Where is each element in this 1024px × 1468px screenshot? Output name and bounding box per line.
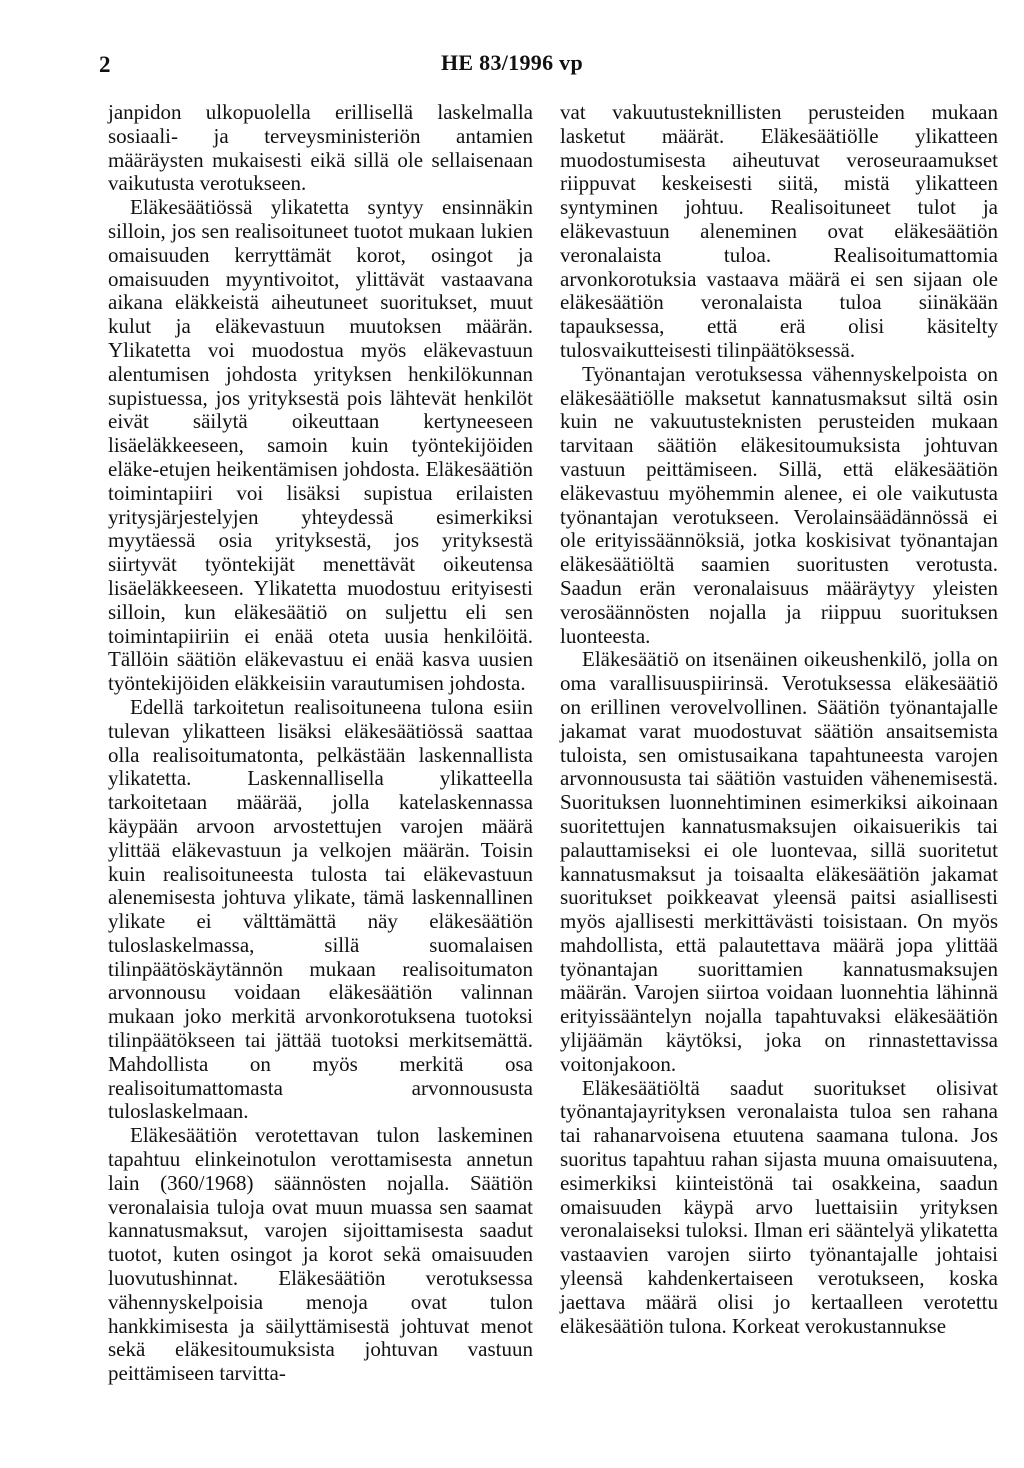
paragraph: janpidon ulkopuolella erillisellä laskelmalla sosiaali- ja terveysministeriön antamien määräysten mukaisesti eikä sillä ole sellaisenaan vaikutusta verotukseen. <box>108 100 533 196</box>
running-title: HE 83/1996 vp <box>440 50 584 75</box>
page-number: 2 <box>99 52 111 77</box>
paragraph: vat vakuutusteknillisten perusteiden mukaan lasketut määrät. Eläkesäätiölle ylikatteen muodostumisesta aiheutuvat veroseuraamukset riippuvat keskeisesti siitä, mistä ylikatteen syntyminen johtuu. Realisoituneet tulot ja eläkevastuun aleneminen ovat eläkesäätiön veronalaista tuloa. Realisoitumattomia arvonkorotuksia vastaava määrä ei sen sijaan ole eläkesäätiön veronalaista tuloa siinäkään tapauksessa, että erä olisi käsitelty tulosvaikutteisesti tilinpäätöksessä. <box>560 100 998 362</box>
right-column <box>560 101 998 1338</box>
paragraph: Eläkesäätiöltä saadut suoritukset olisivat työnantajayrityksen veronalaista tuloa sen rahana tai rahanarvoisena etuutena saamana tulona. Jos suoritus tapahtuu rahan sijasta muuna omaisuutena, esimerkiksi kiinteistönä tai osakkeina, saadun omaisuuden käypä arvo luettaisiin yrityksen veronalaiseksi tuloksi. Ilman eri sääntelyä ylikatetta vastaavien varojen siirto työnantajalle johtaisi yleensä kahdenkertaiseen verotukseen, koska jaettava määrä olisi jo kertaalleen verotettu eläkesäätiön tulona. Korkeat verokustannukse <box>560 1075 998 1338</box>
paragraph: Työnantajan verotuksessa vähennyskelpoista on eläkesäätiölle maksetut kannatusmaksut siltä osin kuin ne vakuutusteknisten perusteiden mukaan tarvitaan säätiön eläkesitoumuksista johtuvan vastuun peittämiseen. Sillä, että eläkesäätiön eläkevastuu myöhemmin alenee, ei ole vaikutusta työnantajan verotukseen. Verolainsäädännössä ei ole erityissäännöksiä, jotka koskisivat työnantajan eläkesäätiöltä saamien suoritusten verotusta. Saadun erän veronalaisuus määräytyy yleisten verosäännösten nojalla ja riippuu suorituksen luonteesta. <box>560 361 998 648</box>
paragraph: Edellä tarkoitetun realisoituneena tulona esiin tulevan ylikatteen lisäksi eläkesäätiössä saattaa olla realisoitumatonta, pelkästään laskennallista ylikatetta. Laskennallisella ylikatteella tarkoitetaan määrää, jolla katelaskennassa käypään arvoon arvostettujen varojen määrä ylittää eläkevastuun ja velkojen määrän. Toisin kuin realisoituneesta tulosta tai eläkevastuun alenemisesta johtuva ylikate, tämä laskennallinen ylikate ei välttämättä näy eläkesäätiön tuloslaskelmassa, sillä suomalaisen tilinpäätöskäytännön mukaan realisoitumaton arvonnousu voidaan eläkesäätiön valinnan mukaan joko merkitä arvonkorotuksena tuotoksi tilinpäätökseen tai jättää tuotoksi merkitsemättä. Mahdollista on myös merkitä osa realisoitumattomasta arvonnoususta tuloslaskelmaan. <box>108 694 533 1124</box>
paragraph: Eläkesäätiössä ylikatetta syntyy ensinnäkin silloin, jos sen realisoituneet tuotot mukaan lukien omaisuuden kerryttämät korot, osingot ja omaisuuden myyntivoitot, ylittävät vastaavana aikana eläkkeistä aiheutuneet suoritukset, muut kulut ja eläkevastuun muutoksen määrän. Ylikatetta voi muodostua myös eläkevastuun alentumisen johdosta yrityksen henkilökunnan supistuessa, jos yrityksestä pois lähtevät henkilöt eivät säilytä oikeuttaan kertyneeseen lisäeläkkeeseen, samoin kuin työntekijöiden eläke-etujen heikentämisen johdosta. Eläkesäätiön toimintapiiri voi lisäksi supistua erilaisten yritysjärjestelyjen yhteydessä esimerkiksi myytäessä osia yrityksestä, jos yrityksestä siirtyvät työntekijät menettävät oikeutensa lisäeläkkeeseen. Ylikatetta muodostuu erityisesti silloin, kun eläkesäätiö on suljettu eli sen toimintapiiriin ei enää oteta uusia henkilöitä. Tällöin säätiön eläkevastuu ei enää kasva uusien työntekijöiden eläkkeisiin varautumisen johdosta. <box>108 195 533 696</box>
left-column <box>108 101 533 1386</box>
paragraph: Eläkesäätiön verotettavan tulon laskeminen tapahtuu elinkeinotulon verottamisesta annetun lain (360/1968) säännösten nojalla. Säätiön veronalaisia tuloja ovat muun muassa sen saamat kannatusmaksut, varojen sijoittamisesta saadut tuotot, kuten osingot ja korot sekä omaisuuden luovutushinnat. Eläkesäätiön verotuksessa vähennyskelpoisia menoja ovat tulon hankkimisesta ja säilyttämisestä johtuvat menot sekä eläkesitoumuksista johtuvan vastuun peittämiseen tarvitta- <box>108 1123 533 1386</box>
paragraph: Eläkesäätiö on itsenäinen oikeushenkilö, jolla on oma varallisuuspiirinsä. Verotuksessa eläkesäätiö on erillinen verovelvollinen. Säätiön työnantajalle jakamat varat muodostuvat säätiön ansaitsemista tuloista, sen omistusaikana tapahtuneesta varojen arvonnoususta tai säätiön vastuiden vähenemisestä. Suorituksen luonnehtiminen esimerkiksi aikoinaan suoritettujen kannatusmaksujen oikaisuerikis tai palauttamiseksi ei ole luontevaa, sillä suoritetut kannatusmaksut ja toisaalta eläkesäätiön jakamat suoritukset poikkeavat yleensä paitsi asiallisesti myös ajallisesti merkittävästi toisistaan. On myös mahdollista, että palautettava määrä jopa ylittää työnantajan suorittamien kannatusmaksujen määrän. Varojen siirtoa voidaan luonnehtia lähinnä erityissääntelyn nojalla tapahtuvaksi eläkesäätiön ylijäämän käytöksi, joka on rinnastettavissa voitonjakoon. <box>560 647 998 1076</box>
